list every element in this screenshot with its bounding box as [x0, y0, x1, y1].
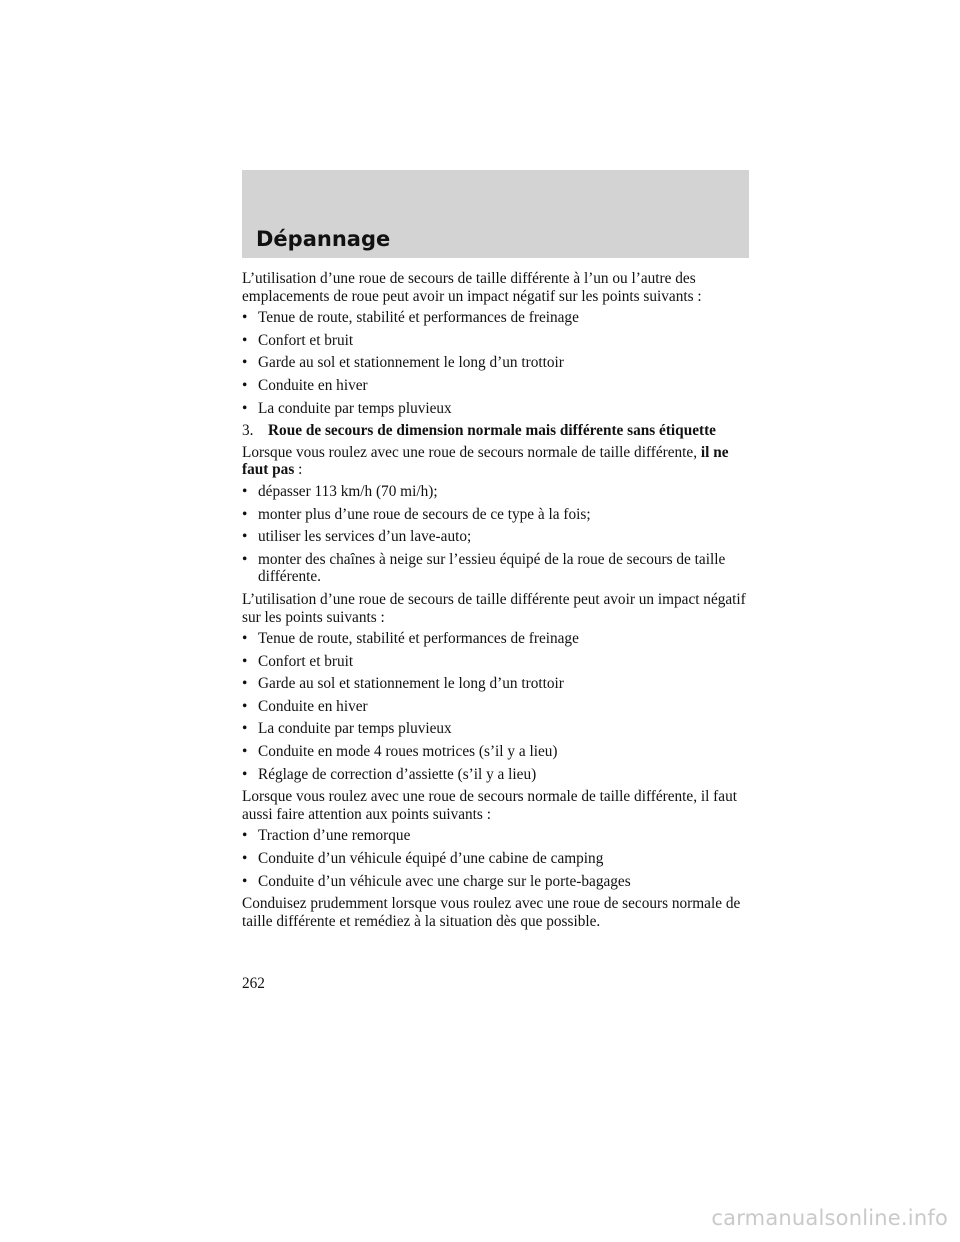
- intro-paragraph-3: L’utilisation d’une roue de secours de taille différente peut avoir un impact négatif sur les points suivants :: [242, 590, 746, 626]
- list-item: • Confort et bruit: [242, 331, 354, 349]
- bullet-icon: •: [242, 550, 248, 568]
- prohibition-list: [242, 483, 758, 586]
- bullet-icon: •: [242, 850, 248, 868]
- list-item: • utiliser les services d’un lave-auto;: [242, 528, 472, 546]
- bullet-icon: •: [242, 505, 248, 523]
- intro-paragraph-2: Lorsque vous roulez avec une roue de secours normale de taille différente, il ne faut pas :: [242, 443, 729, 479]
- impact-list-2: [242, 630, 758, 783]
- list-item: • Confort et bruit: [242, 652, 354, 670]
- bullet-icon: •: [242, 399, 248, 417]
- bullet-icon: •: [242, 482, 248, 500]
- list-item: • Conduite en hiver: [242, 697, 368, 715]
- bullet-icon: •: [242, 675, 248, 693]
- bullet-icon: •: [242, 309, 248, 327]
- numbered-heading-3: [242, 422, 758, 440]
- bullet-icon: •: [242, 376, 248, 394]
- list-item: • Tenue de route, stabilité et performances de freinage: [242, 630, 579, 648]
- section-title: Dépannage: [256, 227, 391, 251]
- intro-paragraph-4: Lorsque vous roulez avec une roue de secours normale de taille différente, il faut aussi faire attention aux points suivants :: [242, 788, 737, 823]
- list-item: • Tenue de route, stabilité et performances de freinage: [242, 309, 579, 327]
- bullet-icon: •: [242, 743, 248, 761]
- bullet-icon: •: [242, 630, 248, 648]
- bullet-icon: •: [242, 354, 248, 372]
- intro-paragraph-1: L’utilisation d’une roue de secours de taille différente à l’un ou l’autre des emplacements de roue peut avoir un impact négatif sur les points suivants :: [242, 270, 702, 305]
- bullet-icon: •: [242, 652, 248, 670]
- watermark: carmanualsonline.info: [711, 1206, 948, 1230]
- list-item: • Conduite d’un véhicule équipé d’une cabine de camping: [242, 850, 604, 868]
- bullet-icon: •: [242, 528, 248, 546]
- bullet-icon: •: [242, 697, 248, 715]
- list-item: • dépasser 113 km/h (70 mi/h);: [242, 482, 438, 500]
- list-item: • Conduite en mode 4 roues motrices (s’il y a lieu): [242, 743, 558, 761]
- bullet-icon: •: [242, 331, 248, 349]
- bullet-icon: •: [242, 872, 248, 890]
- bullet-icon: •: [242, 765, 248, 783]
- list-item: • Conduite d’un véhicule avec une charge sur le porte-bagages: [242, 872, 631, 890]
- bullet-icon: •: [242, 827, 248, 845]
- impact-list-1: [242, 309, 758, 417]
- page-number: 262: [242, 975, 265, 992]
- list-item: • monter plus d’une roue de secours de ce type à la fois;: [242, 505, 591, 523]
- closing-paragraph: Conduisez prudemment lorsque vous roulez avec une roue de secours normale de taille différente et remédiez à la situation dès que possible.: [242, 895, 741, 930]
- bullet-icon: •: [242, 720, 248, 738]
- item-heading: Roue de secours de dimension normale mais différente sans étiquette: [268, 422, 716, 440]
- warning-emphasis: il ne faut pas: [242, 443, 729, 479]
- list-item: • La conduite par temps pluvieux: [242, 399, 452, 417]
- list-item: • monter des chaînes à neige sur l’essieu équipé de la roue de secours de taille différente.: [242, 550, 726, 586]
- list-item: • Traction d’une remorque: [242, 827, 411, 845]
- list-item: • Conduite en hiver: [242, 376, 368, 394]
- attention-list: [242, 827, 758, 890]
- list-item: • Réglage de correction d’assiette (s’il y a lieu): [242, 765, 537, 783]
- list-item: • Garde au sol et stationnement le long d’un trottoir: [242, 675, 564, 693]
- list-item: • La conduite par temps pluvieux: [242, 720, 452, 738]
- section-header-band: [242, 170, 749, 258]
- page-content: [242, 270, 758, 934]
- list-item: • Garde au sol et stationnement le long d’un trottoir: [242, 354, 564, 372]
- item-number: 3.: [242, 422, 254, 440]
